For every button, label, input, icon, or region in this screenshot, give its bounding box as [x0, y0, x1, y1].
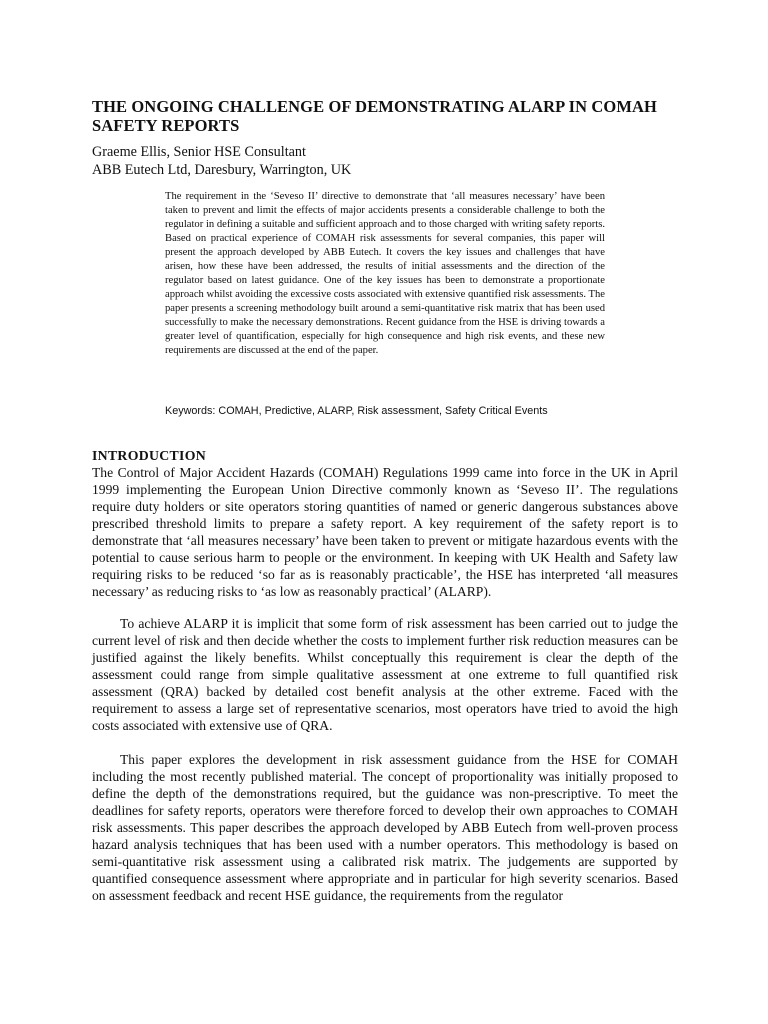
section-heading-introduction: INTRODUCTION [92, 448, 206, 463]
author-affiliation: ABB Eutech Ltd, Daresbury, Warrington, UK [92, 162, 352, 178]
paper-title: THE ONGOING CHALLENGE OF DEMONSTRATING ALARP IN COMAH SAFETY REPORTS [92, 97, 657, 135]
abstract: The requirement in the ‘Seveso II’ directive to demonstrate that ‘all measures necessary’ have been taken to prevent and limit the effects of major accidents presents a considerable challenge to both the regulator in defining a suitable and sufficient approach and to those charged with writing safety reports. Based on practical experience of COMAH risk assessments for several companies, this paper will present the approach developed by ABB Eutech. It covers the key issues and challenges that have arisen, how these have been addressed, the results of initial assessments and the direction of the regulator based on latest guidance. One of the key issues has been to demonstrate a proportionate approach whilst avoiding the excessive costs associated with extensive quantified risk assessments. The paper presents a screening methodology built around a semi-quantitative risk matrix that has been used successfully to make the necessary demonstrations. Recent guidance from the HSE is driving towards a greater level of quantification, especially for high consequence and high risk events, and these new requirements are discussed at the end of the paper. [165, 191, 605, 356]
author-name: Graeme Ellis, Senior HSE Consultant [92, 144, 306, 160]
body-paragraph: The Control of Major Accident Hazards (COMAH) Regulations 1999 came into force in the UK in April 1999 implementing the European Union Directive commonly known as ‘Seveso II’. The regulations require duty holders or site operators storing quantities of named or generic dangerous substances above prescribed threshold limits to prepare a safety report. A key requirement of the safety report is to demonstrate that ‘all measures necessary’ have been taken to prevent or mitigate hazardous events with the potential to cause serious harm to people or the environment. In keeping with UK Health and Safety law requiring risks to be reduced ‘so far as is reasonably practicable’, the HSE has interpreted ‘all measures necessary’ as reducing risks to ‘as low as reasonably practical’ (ALARP). [92, 465, 678, 599]
keywords: Keywords: COMAH, Predictive, ALARP, Risk assessment, Safety Critical Events [165, 405, 548, 417]
body-paragraph: This paper explores the development in risk assessment guidance from the HSE for COMAH including the most recently published material. The concept of proportionality was initially proposed to define the depth of the demonstrations required, but the guidance was non-prescriptive. To meet the deadlines for safety reports, operators were therefore forced to develop their own approaches to COMAH risk assessments. This paper describes the approach developed by ABB Eutech from well-proven process hazard analysis techniques that has been used with a number operators. This methodology is based on semi-quantitative risk assessment using a calibrated risk matrix. The judgements are supported by quantified consequence assessment where appropriate and in particular for high severity scenarios. Based on assessment feedback and recent HSE guidance, the requirements from the regulator [92, 752, 678, 903]
body-paragraph: To achieve ALARP it is implicit that some form of risk assessment has been carried out to judge the current level of risk and then decide whether the costs to implement further risk reduction measures can be justified against the likely benefits. Whilst conceptually this requirement is clear the depth of the assessment could range from simple qualitative assessment at one extreme to full quantified risk assessment (QRA) backed by detailed cost benefit analysis at the other extreme. Faced with the requirement to assess a large set of representative scenarios, most operators have tried to avoid the high costs associated with extensive use of QRA. [92, 616, 678, 733]
